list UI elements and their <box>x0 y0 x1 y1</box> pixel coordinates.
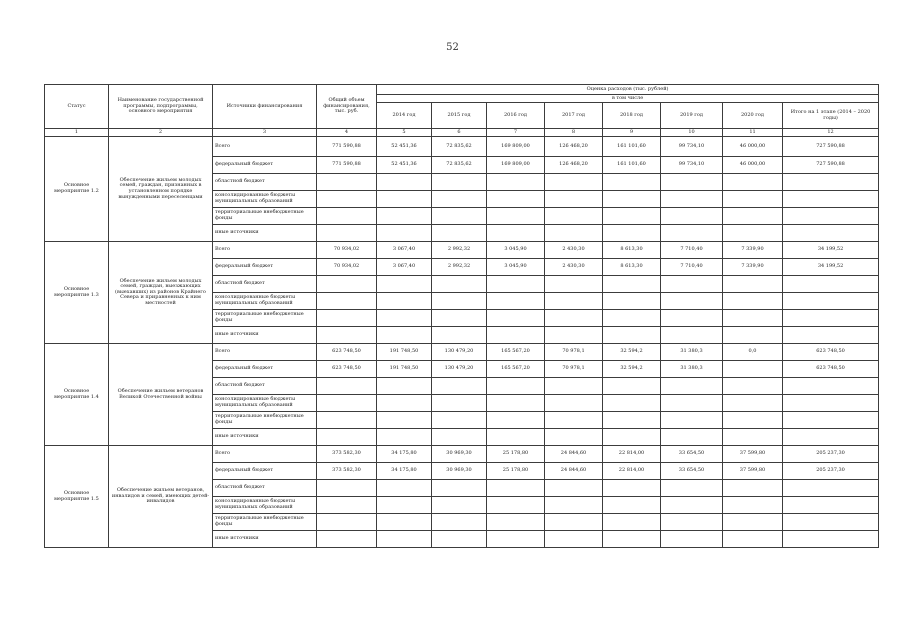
amount-cell <box>603 225 661 242</box>
amount-cell <box>377 514 432 531</box>
amount-cell <box>603 327 661 344</box>
amount-cell <box>603 208 661 225</box>
amount-cell <box>661 208 723 225</box>
amount-cell: 2 992,32 <box>432 242 487 259</box>
amount-cell <box>783 327 879 344</box>
amount-cell <box>723 276 783 293</box>
amount-cell <box>432 497 487 514</box>
amount-cell <box>545 310 603 327</box>
header-including: в том числе <box>377 95 879 103</box>
amount-cell: 3 067,40 <box>377 242 432 259</box>
amount-cell: 727 590,88 <box>783 157 879 174</box>
total-amount-cell <box>317 293 377 310</box>
amount-cell <box>723 395 783 412</box>
header-year-total: Итого на 1 этапе (2014 – 2020 годы) <box>783 103 879 129</box>
amount-cell <box>783 378 879 395</box>
amount-cell: 31 380,3 <box>661 344 723 361</box>
amount-cell: 0,0 <box>723 344 783 361</box>
amount-cell <box>603 378 661 395</box>
amount-cell <box>661 310 723 327</box>
column-number: 6 <box>432 129 487 137</box>
amount-cell <box>783 514 879 531</box>
amount-cell <box>432 293 487 310</box>
amount-cell: 205 237,30 <box>783 446 879 463</box>
amount-cell: 3 045,90 <box>487 259 545 276</box>
page-number: 52 <box>446 42 459 53</box>
amount-cell <box>432 174 487 191</box>
amount-cell: 30 969,30 <box>432 446 487 463</box>
amount-cell: 25 178,80 <box>487 446 545 463</box>
amount-cell: 7 710,40 <box>661 242 723 259</box>
amount-cell <box>377 480 432 497</box>
amount-cell <box>723 327 783 344</box>
measure-status: Основное мероприятие 1.2 <box>45 137 109 242</box>
financing-source: областной бюджет <box>213 276 317 293</box>
amount-cell <box>723 174 783 191</box>
total-amount-cell: 70 934,02 <box>317 259 377 276</box>
column-number: 3 <box>213 129 317 137</box>
amount-cell: 169 809,00 <box>487 157 545 174</box>
amount-cell <box>432 191 487 208</box>
amount-cell <box>783 310 879 327</box>
table-row <box>45 137 879 157</box>
amount-cell: 3 067,40 <box>377 259 432 276</box>
measure-status: Основное мероприятие 1.4 <box>45 344 109 446</box>
amount-cell <box>603 310 661 327</box>
amount-cell: 623 748,50 <box>783 361 879 378</box>
amount-cell <box>377 497 432 514</box>
amount-cell: 32 594,2 <box>603 361 661 378</box>
amount-cell: 30 969,30 <box>432 463 487 480</box>
amount-cell <box>545 276 603 293</box>
amount-cell <box>377 531 432 548</box>
amount-cell <box>603 293 661 310</box>
amount-cell: 70 978,1 <box>545 361 603 378</box>
financing-source: федеральный бюджет <box>213 259 317 276</box>
column-number: 9 <box>603 129 661 137</box>
amount-cell <box>723 531 783 548</box>
amount-cell: 34 199,52 <box>783 242 879 259</box>
total-amount-cell: 70 934,02 <box>317 242 377 259</box>
column-number: 8 <box>545 129 603 137</box>
amount-cell <box>603 174 661 191</box>
measure-name: Обеспечение жильем молодых семей, граждан, признанных в установленном порядке вынужденными переселенцами <box>109 137 213 242</box>
amount-cell <box>783 293 879 310</box>
amount-cell <box>723 480 783 497</box>
amount-cell: 46 000,00 <box>723 137 783 157</box>
amount-cell: 52 451,36 <box>377 157 432 174</box>
amount-cell: 46 000,00 <box>723 157 783 174</box>
amount-cell: 165 567,20 <box>487 361 545 378</box>
amount-cell: 99 734,10 <box>661 157 723 174</box>
amount-cell: 169 809,00 <box>487 137 545 157</box>
financing-source: иные источники <box>213 429 317 446</box>
total-amount-cell <box>317 378 377 395</box>
total-amount-cell <box>317 225 377 242</box>
amount-cell <box>723 310 783 327</box>
amount-cell <box>783 191 879 208</box>
total-amount-cell <box>317 310 377 327</box>
financing-source: консолидированные бюджеты муниципальных образований <box>213 191 317 208</box>
amount-cell <box>545 174 603 191</box>
amount-cell <box>545 514 603 531</box>
amount-cell: 161 101,60 <box>603 137 661 157</box>
financing-source: Всего <box>213 344 317 361</box>
amount-cell <box>661 276 723 293</box>
amount-cell <box>432 395 487 412</box>
measure-name: Обеспечение жильем ветеранов Великой Отечественной войны <box>109 344 213 446</box>
amount-cell <box>432 327 487 344</box>
amount-cell: 33 654,50 <box>661 463 723 480</box>
amount-cell <box>723 497 783 514</box>
amount-cell: 191 748,50 <box>377 361 432 378</box>
amount-cell: 727 590,88 <box>783 137 879 157</box>
amount-cell <box>603 497 661 514</box>
amount-cell: 70 978,1 <box>545 344 603 361</box>
amount-cell <box>545 412 603 429</box>
amount-cell <box>487 480 545 497</box>
amount-cell: 8 613,30 <box>603 242 661 259</box>
amount-cell: 126 468,20 <box>545 137 603 157</box>
amount-cell: 52 451,36 <box>377 137 432 157</box>
amount-cell <box>487 225 545 242</box>
amount-cell <box>545 293 603 310</box>
table-row <box>45 446 879 463</box>
amount-cell <box>783 395 879 412</box>
amount-cell: 165 567,20 <box>487 344 545 361</box>
header-year: 2016 год <box>487 103 545 129</box>
financing-source: иные источники <box>213 327 317 344</box>
amount-cell <box>723 412 783 429</box>
amount-cell <box>603 395 661 412</box>
amount-cell <box>603 276 661 293</box>
total-amount-cell <box>317 480 377 497</box>
header-estimate: Оценка расходов (тыс. рублей) <box>377 85 879 95</box>
amount-cell <box>661 429 723 446</box>
financing-source: федеральный бюджет <box>213 157 317 174</box>
amount-cell <box>723 514 783 531</box>
amount-cell <box>723 208 783 225</box>
amount-cell: 34 175,80 <box>377 446 432 463</box>
amount-cell: 7 710,40 <box>661 259 723 276</box>
header-year: 2020 год <box>723 103 783 129</box>
header-year: 2015 год <box>432 103 487 129</box>
financing-source: территориальные внебюджетные фонды <box>213 310 317 327</box>
amount-cell: 37 599,80 <box>723 463 783 480</box>
amount-cell <box>487 293 545 310</box>
amount-cell <box>432 412 487 429</box>
financing-source: областной бюджет <box>213 480 317 497</box>
table-row <box>45 344 879 361</box>
amount-cell <box>545 208 603 225</box>
total-amount-cell <box>317 276 377 293</box>
amount-cell <box>723 378 783 395</box>
amount-cell <box>377 429 432 446</box>
total-amount-cell: 771 590,88 <box>317 157 377 174</box>
table-body <box>45 137 879 548</box>
amount-cell <box>432 514 487 531</box>
column-number: 10 <box>661 129 723 137</box>
amount-cell <box>603 412 661 429</box>
financing-source: консолидированные бюджеты муниципальных образований <box>213 395 317 412</box>
amount-cell <box>377 412 432 429</box>
financing-source: территориальные внебюджетные фонды <box>213 208 317 225</box>
column-number: 12 <box>783 129 879 137</box>
header-status: Статус <box>45 85 109 129</box>
financing-source: областной бюджет <box>213 174 317 191</box>
amount-cell <box>377 225 432 242</box>
amount-cell: 24 844,60 <box>545 446 603 463</box>
amount-cell: 623 748,50 <box>783 344 879 361</box>
total-amount-cell <box>317 514 377 531</box>
amount-cell <box>723 225 783 242</box>
amount-cell: 7 339,90 <box>723 259 783 276</box>
amount-cell <box>377 378 432 395</box>
financing-source: консолидированные бюджеты муниципальных образований <box>213 293 317 310</box>
amount-cell: 8 613,30 <box>603 259 661 276</box>
amount-cell <box>661 531 723 548</box>
amount-cell <box>377 208 432 225</box>
measure-status: Основное мероприятие 1.3 <box>45 242 109 344</box>
amount-cell <box>661 293 723 310</box>
amount-cell <box>487 378 545 395</box>
header-year: 2019 год <box>661 103 723 129</box>
amount-cell <box>545 327 603 344</box>
amount-cell <box>545 531 603 548</box>
amount-cell <box>432 531 487 548</box>
amount-cell <box>545 480 603 497</box>
column-number: 4 <box>317 129 377 137</box>
amount-cell: 32 594,2 <box>603 344 661 361</box>
financing-source: консолидированные бюджеты муниципальных образований <box>213 497 317 514</box>
amount-cell <box>661 174 723 191</box>
amount-cell <box>432 208 487 225</box>
financing-source: областной бюджет <box>213 378 317 395</box>
header-total: Общий объем финансирования, тыс. руб. <box>317 85 377 129</box>
financing-source: территориальные внебюджетные фонды <box>213 412 317 429</box>
amount-cell: 72 835,62 <box>432 137 487 157</box>
amount-cell <box>545 225 603 242</box>
amount-cell: 22 814,00 <box>603 446 661 463</box>
total-amount-cell: 373 582,30 <box>317 463 377 480</box>
financing-table <box>44 84 879 548</box>
financing-source: Всего <box>213 137 317 157</box>
amount-cell: 22 814,00 <box>603 463 661 480</box>
amount-cell <box>377 293 432 310</box>
amount-cell <box>487 514 545 531</box>
amount-cell <box>487 174 545 191</box>
amount-cell <box>432 378 487 395</box>
amount-cell <box>545 191 603 208</box>
amount-cell <box>487 327 545 344</box>
amount-cell <box>487 208 545 225</box>
amount-cell <box>661 191 723 208</box>
total-amount-cell <box>317 497 377 514</box>
total-amount-cell <box>317 191 377 208</box>
amount-cell <box>783 531 879 548</box>
amount-cell <box>377 395 432 412</box>
amount-cell <box>783 429 879 446</box>
financing-source: Всего <box>213 242 317 259</box>
amount-cell <box>545 497 603 514</box>
header-source: Источники финансирования <box>213 85 317 129</box>
amount-cell: 205 237,30 <box>783 463 879 480</box>
measure-name: Обеспечение жильем молодых семей, граждан, выезжающих (выехавших) из районов Крайнего Севера и приравненных к ним местностей <box>109 242 213 344</box>
amount-cell: 72 835,62 <box>432 157 487 174</box>
total-amount-cell <box>317 327 377 344</box>
total-amount-cell <box>317 429 377 446</box>
total-amount-cell: 771 590,88 <box>317 137 377 157</box>
amount-cell <box>377 276 432 293</box>
amount-cell: 2 430,30 <box>545 242 603 259</box>
financing-source: Всего <box>213 446 317 463</box>
table-row <box>45 242 879 259</box>
amount-cell: 24 844,60 <box>545 463 603 480</box>
total-amount-cell <box>317 531 377 548</box>
amount-cell: 130 479,20 <box>432 344 487 361</box>
amount-cell <box>487 531 545 548</box>
amount-cell <box>661 327 723 344</box>
column-number: 5 <box>377 129 432 137</box>
amount-cell <box>377 174 432 191</box>
amount-cell: 3 045,90 <box>487 242 545 259</box>
amount-cell <box>432 480 487 497</box>
amount-cell: 31 380,3 <box>661 361 723 378</box>
amount-cell <box>661 497 723 514</box>
amount-cell <box>377 327 432 344</box>
amount-cell <box>783 276 879 293</box>
amount-cell <box>661 395 723 412</box>
amount-cell <box>603 480 661 497</box>
amount-cell <box>377 310 432 327</box>
amount-cell <box>487 276 545 293</box>
amount-cell <box>545 395 603 412</box>
amount-cell: 126 468,20 <box>545 157 603 174</box>
amount-cell <box>603 191 661 208</box>
amount-cell <box>487 395 545 412</box>
amount-cell: 37 599,80 <box>723 446 783 463</box>
amount-cell: 25 178,80 <box>487 463 545 480</box>
amount-cell: 7 339,90 <box>723 242 783 259</box>
amount-cell <box>661 514 723 531</box>
amount-cell: 34 175,80 <box>377 463 432 480</box>
amount-cell <box>603 531 661 548</box>
amount-cell <box>783 497 879 514</box>
amount-cell <box>432 225 487 242</box>
header-year: 2017 год <box>545 103 603 129</box>
header-year: 2018 год <box>603 103 661 129</box>
total-amount-cell: 373 582,30 <box>317 446 377 463</box>
amount-cell <box>603 429 661 446</box>
total-amount-cell <box>317 208 377 225</box>
column-number: 1 <box>45 129 109 137</box>
amount-cell <box>377 191 432 208</box>
measure-name: Обеспечение жильем ветеранов, инвалидов и семей, имеющих детей-инвалидов <box>109 446 213 548</box>
amount-cell: 161 101,60 <box>603 157 661 174</box>
amount-cell <box>783 225 879 242</box>
total-amount-cell: 623 748,50 <box>317 344 377 361</box>
header-year: 2014 год <box>377 103 432 129</box>
amount-cell <box>783 480 879 497</box>
total-amount-cell <box>317 412 377 429</box>
amount-cell <box>545 378 603 395</box>
amount-cell <box>783 174 879 191</box>
amount-cell <box>661 378 723 395</box>
amount-cell <box>661 412 723 429</box>
amount-cell <box>487 310 545 327</box>
amount-cell: 34 199,52 <box>783 259 879 276</box>
total-amount-cell <box>317 174 377 191</box>
amount-cell <box>545 429 603 446</box>
amount-cell <box>603 514 661 531</box>
header-name: Наименование государственной программы, подпрограммы, основного мероприятия <box>109 85 213 129</box>
financing-source: территориальные внебюджетные фонды <box>213 514 317 531</box>
amount-cell: 191 748,50 <box>377 344 432 361</box>
amount-cell: 33 654,50 <box>661 446 723 463</box>
amount-cell: 2 992,32 <box>432 259 487 276</box>
amount-cell <box>487 191 545 208</box>
measure-status: Основное мероприятие 1.5 <box>45 446 109 548</box>
amount-cell <box>783 412 879 429</box>
financing-source: иные источники <box>213 531 317 548</box>
amount-cell: 2 430,30 <box>545 259 603 276</box>
amount-cell <box>487 497 545 514</box>
amount-cell <box>723 429 783 446</box>
amount-cell <box>723 361 783 378</box>
amount-cell <box>723 191 783 208</box>
financing-source: федеральный бюджет <box>213 361 317 378</box>
total-amount-cell: 623 748,50 <box>317 361 377 378</box>
total-amount-cell <box>317 395 377 412</box>
amount-cell <box>723 293 783 310</box>
amount-cell <box>487 429 545 446</box>
amount-cell <box>432 310 487 327</box>
amount-cell <box>432 276 487 293</box>
amount-cell <box>487 412 545 429</box>
financing-source: федеральный бюджет <box>213 463 317 480</box>
amount-cell <box>661 225 723 242</box>
amount-cell <box>661 480 723 497</box>
table-header <box>45 85 879 137</box>
column-number: 2 <box>109 129 213 137</box>
financing-source: иные источники <box>213 225 317 242</box>
amount-cell: 130 479,20 <box>432 361 487 378</box>
amount-cell <box>432 429 487 446</box>
amount-cell: 99 734,10 <box>661 137 723 157</box>
amount-cell <box>783 208 879 225</box>
column-number: 7 <box>487 129 545 137</box>
column-number: 11 <box>723 129 783 137</box>
